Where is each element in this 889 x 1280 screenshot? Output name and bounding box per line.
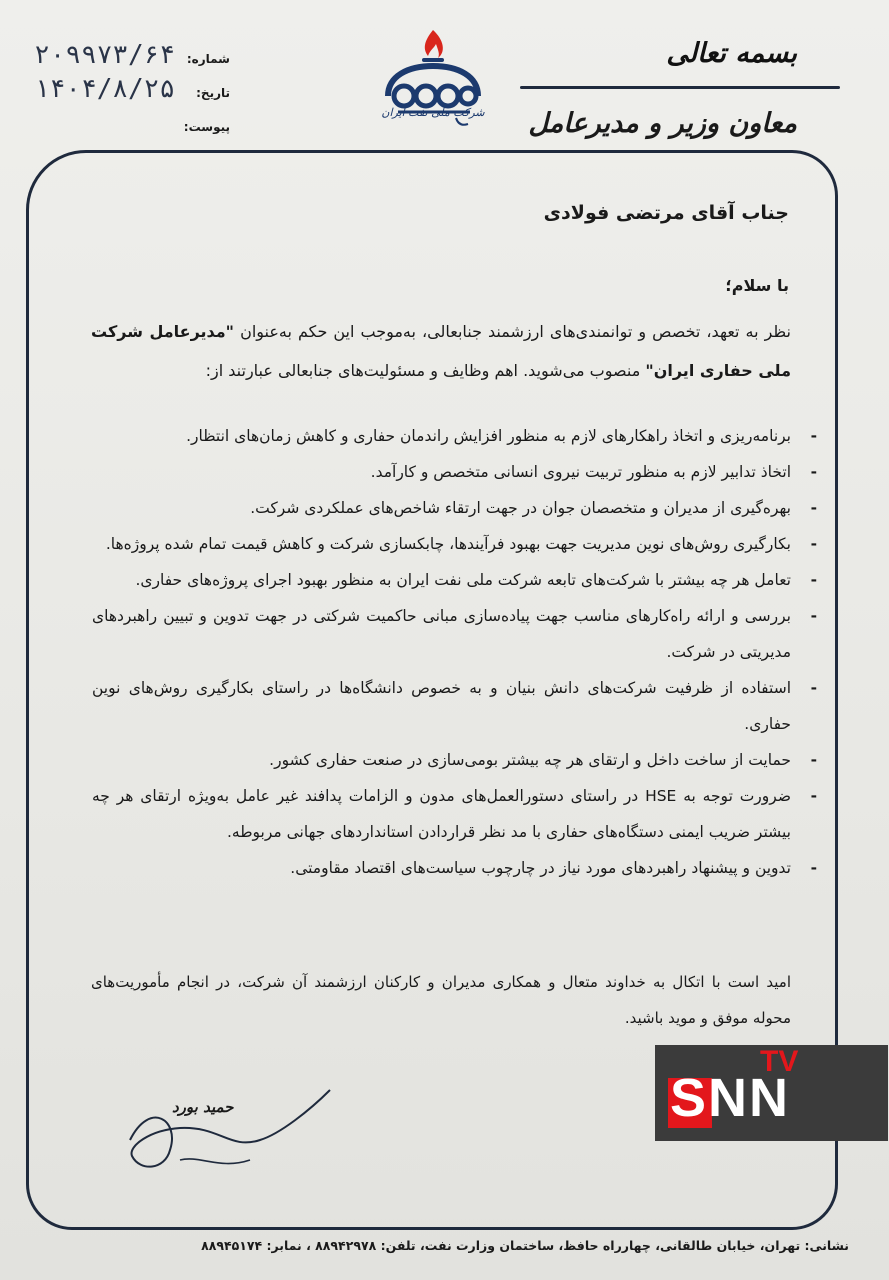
salutation: با سلام؛ xyxy=(725,276,789,295)
watermark-tv-text: TV xyxy=(760,1045,799,1078)
logo-caption: شرکت ملی نفت ایران xyxy=(381,106,485,119)
number-label: شماره: xyxy=(186,52,230,66)
duty-item: - بررسی و ارائه راه‌کارهای مناسب جهت پیاده‌سازی مبانی حاکمیت شرکتی در جهت تدوین و تبیین راهبردهای مدیریتی در شرکت. xyxy=(92,598,817,670)
duty-item: - تعامل هر چه بیشتر با شرکت‌های تابعه شرکت ملی نفت ایران به منظور بهبود اجرای پروژه‌های حفاری. xyxy=(92,562,817,598)
letter-meta xyxy=(30,40,230,148)
addressee: جناب آقای مرتضی فولادی xyxy=(543,202,789,224)
duty-item: - استفاده از ظرفیت شرکت‌های دانش بنیان و به خصوص دانشگاه‌ها در راستای بکارگیری روش‌های نوین حفاری. xyxy=(92,670,817,742)
letter-date-value: ۱۴۰۴/۸/۲۵ xyxy=(34,74,175,104)
duties-list xyxy=(92,418,817,886)
attachment-label: پیوست: xyxy=(183,120,230,134)
letter-number-value: ۲۰۹۹۷۳/۶۴ xyxy=(34,40,175,70)
handwritten-signature xyxy=(110,1060,340,1190)
duty-item: - ضرورت توجه به HSE در راستای دستورالعمل‌های مدون و الزامات پدافند غیر عامل به‌ویژه ارتقای هر چه بیشتر ضریب ایمنی دستگاه‌های حفاری با مد نظر قراردادن استانداردهای جهانی مربوطه. xyxy=(92,778,817,850)
duty-item: - حمایت از ساخت داخل و ارتقای هر چه بیشتر بومی‌سازی در صنعت حفاری کشور. xyxy=(92,742,817,778)
deputy-title: معاون وزیر و مدیرعامل xyxy=(528,108,797,139)
intro-paragraph xyxy=(91,312,791,390)
appointed-position: "مدیرعامل شرکت ملی حفاری ایران" xyxy=(91,322,791,380)
date-label: تاریخ: xyxy=(196,86,230,100)
duty-item: - بهره‌گیری از مدیران و متخصصان جوان در جهت ارتقاء شاخص‌های عملکردی شرکت. xyxy=(92,490,817,526)
watermark-snn-text: SNN xyxy=(670,1068,791,1128)
basmala-heading: بسمه تعالی xyxy=(666,38,797,69)
duty-item: - برنامه‌ریزی و اتخاذ راهکارهای لازم به منظور افزایش راندمان حفاری و کاهش زمان‌های انتظار. xyxy=(92,418,817,454)
duty-item: - اتخاذ تدابیر لازم به منظور تربیت نیروی انسانی متخصص و کارآمد. xyxy=(92,454,817,490)
footer-address: نشانی: تهران، خیابان طالقانی، چهارراه حافظ، ساختمان وزارت نفت، تلفن: ۸۸۹۴۲۹۷۸ ، نمابر: ۸۸۹۴۵۱۷۴ xyxy=(201,1238,849,1253)
intro-text-start: نظر به تعهد، تخصص و توانمندی‌های ارزشمند جنابعالی، به‌موجب این حکم به‌عنوان xyxy=(234,322,791,341)
intro-text-end: منصوب می‌شوید. اهم وظایف و مسئولیت‌های جنابعالی عبارتند از: xyxy=(205,361,646,380)
nioc-logo-icon xyxy=(378,26,488,136)
duty-item: - بکارگیری روش‌های نوین مدیریت جهت بهبود فرآیندها، چابکسازی شرکت و کاهش قیمت تمام شده پروژه‌ها. xyxy=(92,526,817,562)
header-divider-line xyxy=(520,86,840,89)
closing-paragraph: امید است با اتکال به خداوند متعال و همکاری مدیران و کارکنان ارزشمند آن شرکت، در انجام مأموریت‌های محوله موفق و موید باشید. xyxy=(91,973,791,1027)
signer-name: حمید بورد xyxy=(172,1098,234,1116)
duty-item: - تدوین و پیشنهاد راهبردهای مورد نیاز در چارچوب سیاست‌های اقتصاد مقاومتی. xyxy=(92,850,817,886)
